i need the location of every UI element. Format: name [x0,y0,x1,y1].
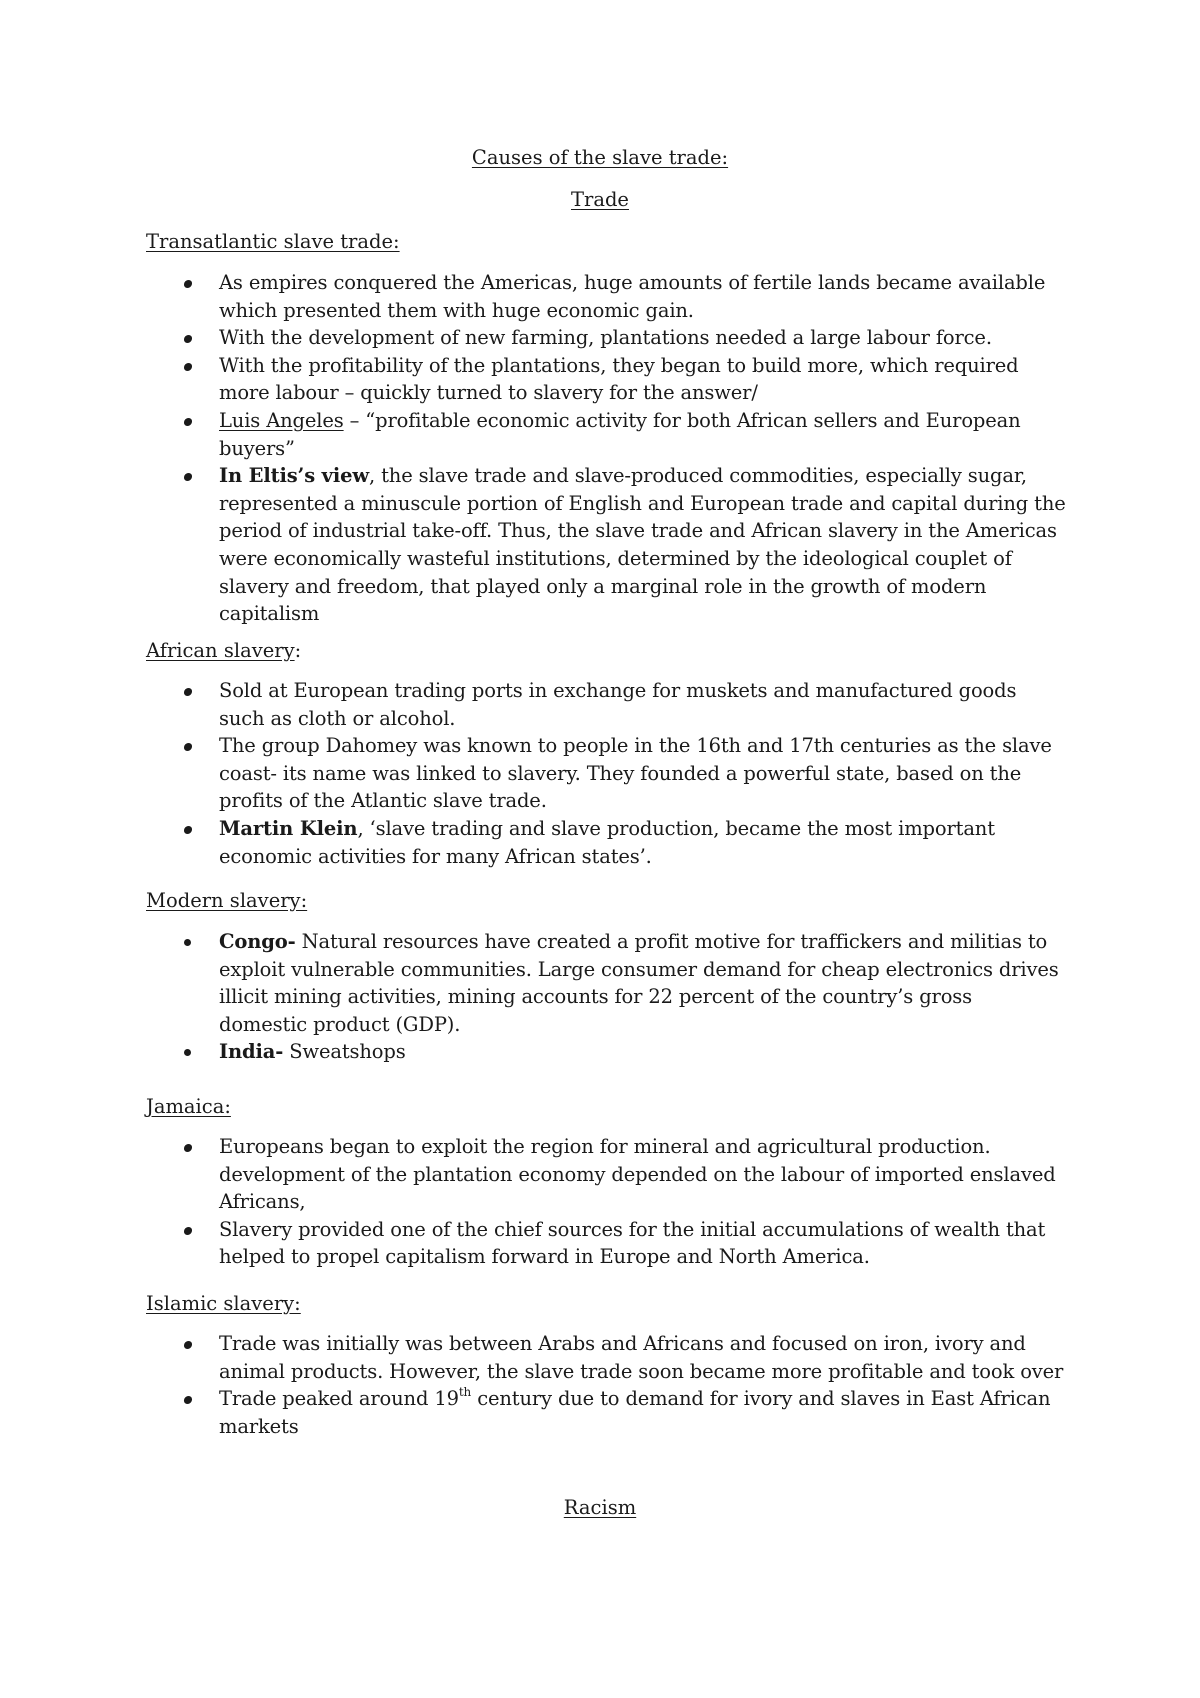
list-item: Sold at European trading ports in exchange for muskets and manufactured goods such as cloth or alcohol. [146,677,1066,732]
list-item: Trade was initially was between Arabs and Africans and focused on iron, ivory and animal products. However, the slave trade soon became more profitable and took over [146,1330,1066,1385]
bullet-icon [184,1049,191,1056]
heading-african: African slavery: [146,639,302,662]
bullet-icon [183,280,192,288]
bullet-icon [183,743,192,751]
list-item: Congo- Natural resources have created a profit motive for traffickers and militias to exploit vulnerable communities. Large consumer demand for cheap electronics drives illicit mining activities, mining accounts for 22 percent of the country’s gross domestic product (GDP). [146,928,1066,1038]
list-item: With the development of new farming, plantations needed a large labour force. [146,324,1066,352]
heading-modern: Modern slavery: [146,889,308,912]
document-title: Causes of the slave trade: [471,146,729,169]
list-item: In Eltis’s view, the slave trade and slave-produced commodities, especially sugar, represented a minuscule portion of English and European trade and capital during the period of industrial take-off. Thus, the slave trade and African slavery in the Americas were economically wasteful institutions, determined by the ideological couplet of slavery and freedom, that played only a marginal role in the growth of modern capitalism [146,462,1066,628]
bullet-icon [183,1144,192,1152]
bullet-icon [183,688,192,696]
bullet-icon [183,1227,192,1235]
list-jamaica [146,1133,1066,1271]
heading-islamic: Islamic slavery: [146,1292,301,1315]
list-item: With the profitability of the plantations, they began to build more, which required more labour – quickly turned to slavery for the answer/ [146,352,1066,407]
list-african [146,677,1066,870]
bullet-icon [183,418,192,426]
bullet-icon [184,939,191,946]
list-modern [146,928,1066,1066]
bullet-icon [183,1396,192,1404]
section-title-trade: Trade [571,188,629,211]
list-item: Luis Angeles – “profitable economic activity for both African sellers and European buyers” [146,407,1066,462]
list-item: The group Dahomey was known to people in the 16th and 17th centuries as the slave coast- its name was linked to slavery. They founded a powerful state, based on the profits of the Atlantic slave trade. [146,732,1066,815]
section-title-racism: Racism [563,1496,637,1519]
heading-jamaica: Jamaica: [146,1095,231,1118]
bullet-icon [183,473,192,481]
bullet-icon [183,826,192,834]
list-islamic [146,1330,1066,1440]
list-item: Europeans began to exploit the region for mineral and agricultural production. development of the plantation economy depended on the labour of imported enslaved Africans, [146,1133,1066,1216]
list-item: Trade peaked around 19th century due to demand for ivory and slaves in East African markets [146,1385,1066,1440]
list-item: India- Sweatshops [146,1038,1066,1066]
list-item: As empires conquered the Americas, huge amounts of fertile lands became available which presented them with huge economic gain. [146,269,1066,324]
list-item: Martin Klein, ‘slave trading and slave production, became the most important economic activities for many African states’. [146,815,1066,870]
bullet-icon [183,363,192,371]
list-transatlantic [146,269,1066,628]
bullet-icon [183,1341,192,1349]
heading-transatlantic: Transatlantic slave trade: [146,230,400,253]
list-item: Slavery provided one of the chief sources for the initial accumulations of wealth that helped to propel capitalism forward in Europe and North America. [146,1216,1066,1271]
bullet-icon [183,335,192,343]
